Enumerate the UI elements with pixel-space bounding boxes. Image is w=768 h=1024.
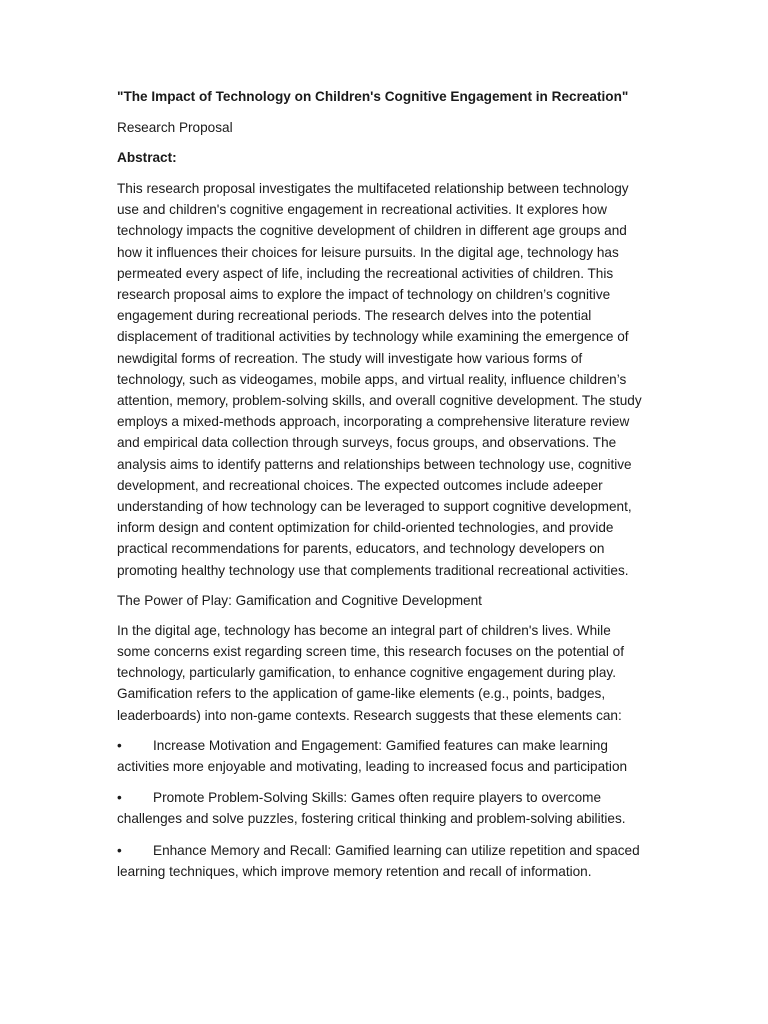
bullet-icon: • — [117, 790, 122, 806]
document-subtitle: Research Proposal — [117, 120, 233, 135]
bullet-item — [117, 735, 647, 777]
section-paragraph: In the digital age, technology has become an integral part of children's lives. While some concerns exist regarding screen time, this research focuses on the potential of technology, particularly gamification, to enhance cognitive engagement during play. Gamification refers to the application of game-like elements (e.g., points, badges, leaderboards) into non-game contexts. Research suggests that these elements can: — [117, 622, 625, 723]
section-title: The Power of Play: Gamification and Cognitive Development — [117, 592, 482, 608]
document-title: "The Impact of Technology on Children's Cognitive Engagement in Recreation" — [117, 89, 629, 104]
bullet-text: Increase Motivation and Engagement: Gamified features can make learning activities more enjoyable and motivating, leading to increased focus and participation — [117, 737, 628, 775]
bullet-icon: • — [117, 842, 122, 858]
bullet-item — [117, 787, 647, 829]
bullet-icon: • — [117, 737, 122, 753]
abstract-heading: Abstract: — [117, 150, 177, 165]
abstract-paragraph: This research proposal investigates the multifaceted relationship between technology use and children's cognitive engagement in recreational activities. It explores how technology impacts the cognitive development of children in different age groups and how it influences their choices for leisure pursuits. In the digital age, technology has permeated every aspect of life, including the recreational activities of children. This research proposal aims to explore the impact of technology on children’s cognitive engagement during recreational periods. The research delves into the potential displacement of traditional activities by technology while examining the emergence of newdigital forms of recreation. The study will investigate how various forms of technology, such as videogames, mobile apps, and virtual reality, influence children’s attention, memory, problem-solving skills, and overall cognitive development. The study employs a mixed-methods approach, incorporating a comprehensive literature review and empirical data collection through surveys, focus groups, and observations. The analysis aims to identify patterns and relationships between technology use, cognitive development, and recreational choices. The expected outcomes include adeeper understanding of how technology can be leveraged to support cognitive development, inform design and content optimization for child-oriented technologies, and provide practical recommendations for parents, educators, and technology developers on promoting healthy technology use that complements traditional recreational activities. — [117, 181, 642, 578]
bullet-text: Enhance Memory and Recall: Gamified learning can utilize repetition and spaced learning techniques, which improve memory retention and recall of information. — [117, 842, 640, 879]
document-page — [117, 87, 647, 892]
bullet-text: Promote Problem-Solving Skills: Games often require players to overcome challenges and solve puzzles, fostering critical thinking and problem-solving abilities. — [117, 790, 626, 827]
bullet-item — [117, 840, 647, 882]
